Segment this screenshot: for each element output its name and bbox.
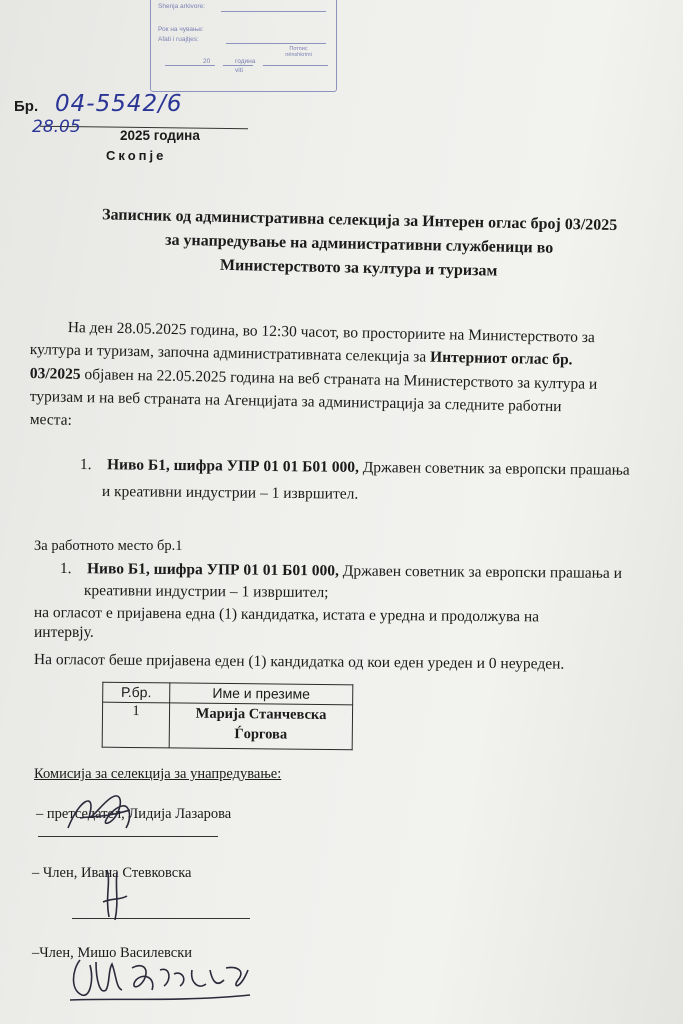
table-cell-name: Марија Станчевска Ѓоргова: [169, 703, 352, 750]
document-title: [38, 202, 679, 287]
table-header-name: Име и презиме: [170, 683, 353, 705]
title-line-2: за унапредување на административни службеници во: [164, 231, 554, 257]
signature-member-2: [95, 862, 135, 922]
signature-chair: [60, 788, 140, 843]
position-section-line-5: На огласот беше пријавена еден (1) кандидатка од кои еден уреден и 0 неуреден.: [33, 650, 565, 673]
position-list-item: 1. Ниво Б1, шифра УПР 01 01 Б01 000, Државен советник за европски прашања: [79, 455, 630, 479]
number-label: Бр.: [14, 98, 39, 115]
commission-member-3: –Член, Мишо Василевски: [32, 945, 193, 961]
table-cell-number: 1: [102, 702, 169, 748]
table-header-row: [103, 682, 353, 705]
title-line-1: Записник од административна селекција за Интерен оглас број 03/2025: [101, 206, 618, 235]
handwritten-date: 28.05: [32, 117, 81, 137]
archive-stamp: [150, 0, 337, 92]
position-list-line-2: и креативни индустрии – 1 извршител.: [101, 482, 359, 503]
stamp-line-2: Рок на чување:: [158, 26, 204, 33]
stamp-line-1: Shenja arkivore:: [158, 3, 205, 10]
candidates-table: [102, 682, 354, 751]
table-header-number: Р.бр.: [103, 682, 170, 703]
position-section-heading: За работното место бр.1: [34, 538, 183, 554]
intro-line-1: На ден 28.05.2025 година, во 12:30 часот, во просториите на Министерството за: [67, 318, 595, 347]
year-text: 2025 година: [120, 128, 200, 143]
position-section-line-2: креативни индустрии – 1 извршител;: [83, 581, 329, 602]
stamp-line-4-pre: 20: [203, 58, 211, 65]
city-name: Скопје: [106, 148, 167, 163]
table-row: [102, 702, 352, 750]
handwritten-reference-number: 04-5542/6: [55, 91, 183, 117]
title-line-3: Министерството за култура и туризам: [219, 256, 498, 280]
intro-line-5: места:: [29, 410, 73, 429]
intro-line-3: 03/2025 објавен на 22.05.2025 година на веб страната на Министерството за култура и: [29, 364, 598, 393]
stamp-line-4-mid: година: [235, 58, 256, 65]
commission-heading: Комисија за селекција за унапредување:: [34, 766, 282, 782]
position-section-item: 1. Ниво Б1, шифра УПР 01 01 Б01 000, Државен советник за европски прашања и: [59, 559, 623, 582]
commission-member-2: – Член, Ивана Стевковска: [32, 865, 192, 881]
stamp-line-3: Afati i ruajtjes:: [158, 36, 199, 43]
signature-member-3: [60, 940, 260, 1010]
commission-member-chair: – претседател, Лидија Лазарова: [36, 806, 232, 822]
intro-line-2: култура и туризам, започна административната селекција за Интерниот оглас бр.: [29, 340, 573, 369]
position-section-line-4: интервју.: [34, 624, 94, 641]
position-section-line-3: на огласот е пријавена една (1) кандидатка, истата е уредна и продолжува на: [33, 603, 540, 626]
stamp-right-label: Потпис nënshkrimi: [285, 46, 312, 58]
intro-line-4: туризам и на веб страната на Агенцијата за администрација за следните работни: [29, 387, 562, 416]
stamp-line-4-post: viti: [235, 67, 243, 74]
